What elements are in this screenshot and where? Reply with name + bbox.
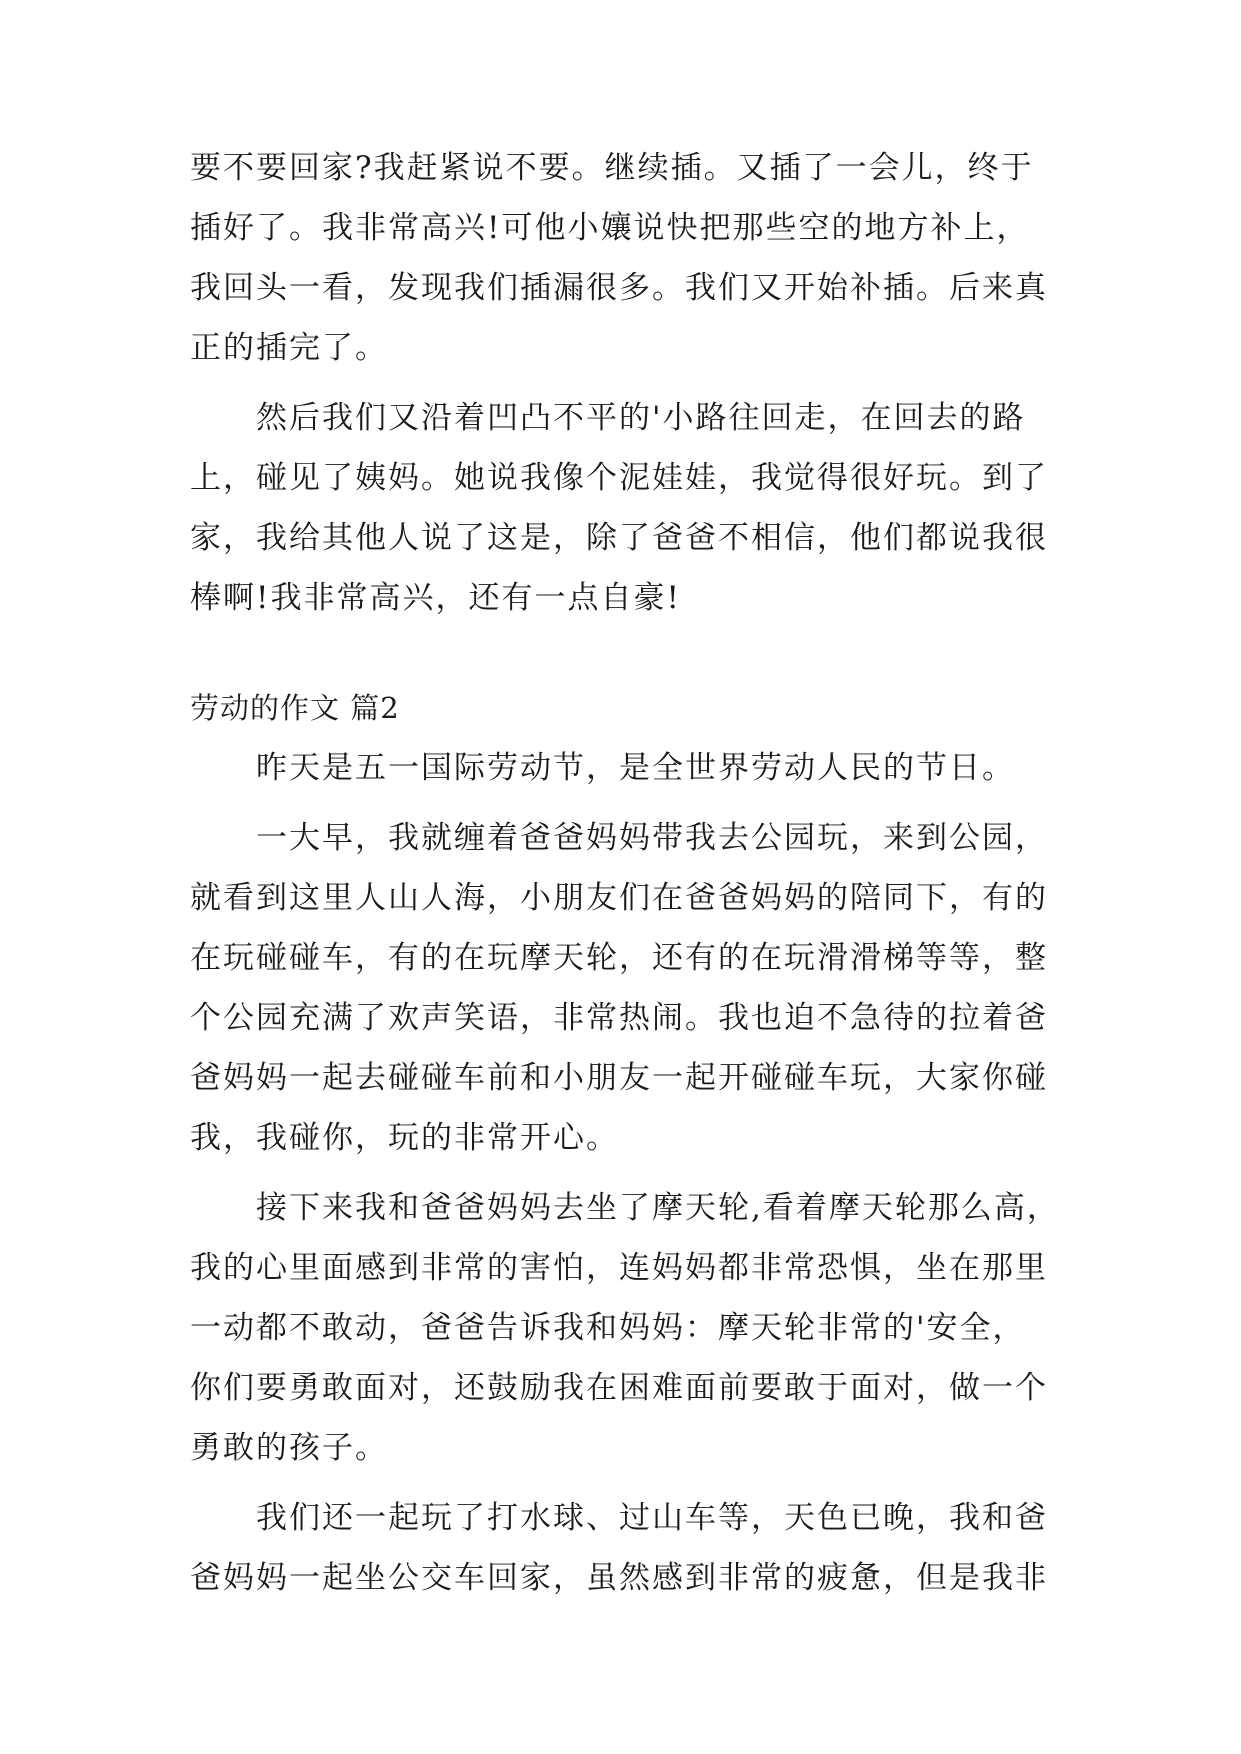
paragraph-3-line-1: 昨天是五一国际劳动节，是全世界劳动人民的节日。 [256, 750, 1015, 786]
paragraph-4-line-6: 我，我碰你，玩的非常开心。 [190, 1120, 619, 1156]
paragraph-1-line-3: 我回头一看，发现我们插漏很多。我们又开始补插。后来真 [190, 270, 1048, 306]
paragraph-5-line-4: 你们要勇敢面对，还鼓励我在困难面前要敢于面对，做一个 [190, 1370, 1048, 1406]
paragraph-2-line-4: 棒啊!我非常高兴，还有一点自豪! [190, 580, 681, 616]
paragraph-5-line-2: 我的心里面感到非常的害怕，连妈妈都非常恐惧，坐在那里 [190, 1250, 1048, 1286]
paragraph-4-line-5: 爸妈妈一起去碰碰车前和小朋友一起开碰碰车玩，大家你碰 [190, 1060, 1048, 1096]
paragraph-4-line-4: 个公园充满了欢声笑语，非常热闹。我也迫不急待的拉着爸 [190, 1000, 1048, 1036]
paragraph-1-line-1: 要不要回家?我赶紧说不要。继续插。又插了一会儿，终于 [190, 150, 1034, 186]
section-heading: 劳动的作文 篇2 [190, 691, 400, 725]
paragraph-2-line-1: 然后我们又沿着凹凸不平的'小路往回走，在回去的路 [256, 400, 1026, 436]
paragraph-1-line-4: 正的插完了。 [190, 330, 388, 366]
paragraph-5-line-1: 接下来我和爸爸妈妈去坐了摩天轮,看着摩天轮那么高， [256, 1190, 1060, 1226]
paragraph-4-line-3: 在玩碰碰车，有的在玩摩天轮，还有的在玩滑滑梯等等，整 [190, 940, 1048, 976]
paragraph-2-line-2: 上，碰见了姨妈。她说我像个泥娃娃，我觉得很好玩。到了 [190, 460, 1048, 496]
paragraph-1-line-2: 插好了。我非常高兴!可他小孃说快把那些空的地方补上， [190, 210, 1030, 246]
paragraph-4-line-1: 一大早，我就缠着爸爸妈妈带我去公园玩，来到公园， [256, 820, 1048, 856]
paragraph-6-line-1: 我们还一起玩了打水球、过山车等，天色已晚，我和爸 [256, 1500, 1048, 1536]
paragraph-5-line-3: 一动都不敢动，爸爸告诉我和妈妈：摩天轮非常的'安全， [190, 1310, 1026, 1346]
paragraph-6-line-2: 爸妈妈一起坐公交车回家，虽然感到非常的疲惫，但是我非 [190, 1560, 1048, 1596]
paragraph-4-line-2: 就看到这里人山人海，小朋友们在爸爸妈妈的陪同下，有的 [190, 880, 1048, 916]
paragraph-5-line-5: 勇敢的孩子。 [190, 1430, 388, 1466]
paragraph-2-line-3: 家，我给其他人说了这是，除了爸爸不相信，他们都说我很 [190, 520, 1048, 556]
